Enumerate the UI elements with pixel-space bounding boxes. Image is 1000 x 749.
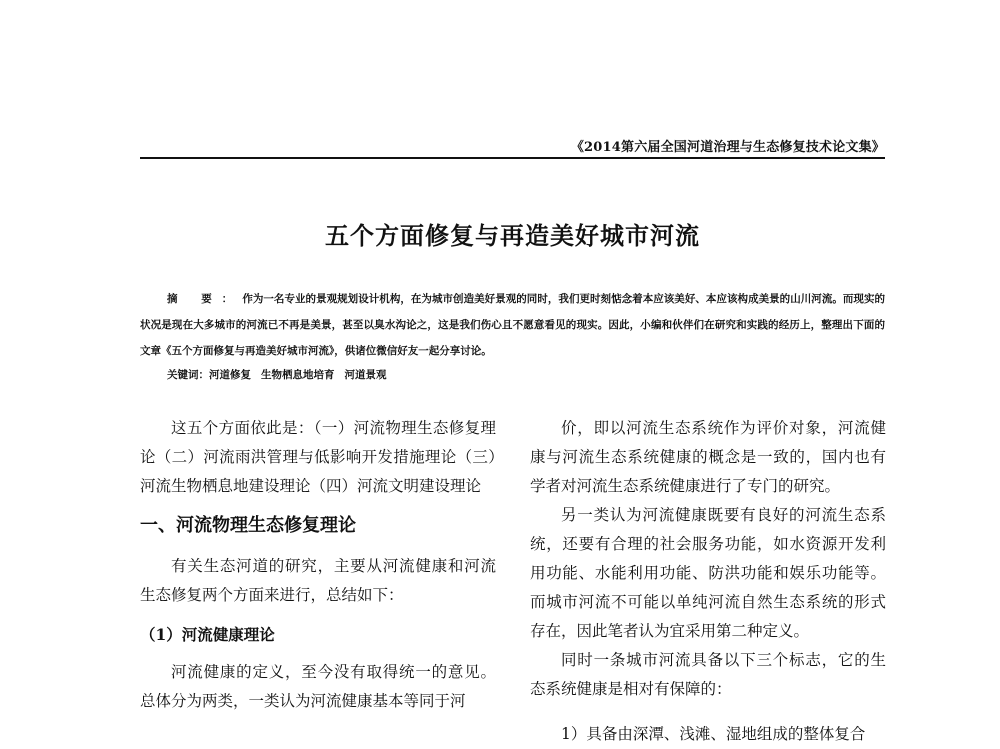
running-header: 《2014第六届全国河道治理与生态修复技术论文集》 — [570, 140, 885, 155]
right-column — [530, 414, 886, 749]
body-paragraph: 同时一条城市河流具备以下三个标志，它的生态系统健康是相对有保障的： — [530, 651, 886, 698]
section-heading: 一、河流物理生态修复理论 — [140, 515, 356, 536]
body-paragraph: 有关生态河道的研究，主要从河流健康和河流生态修复两个方面来进行，总结如下： — [140, 557, 496, 604]
body-paragraph: 价，即以河流生态系统作为评价对象，河流健康与河流生态系统健康的概念是一致的，国内也有学者对河流生态系统健康进行了专门的研究。 — [530, 419, 886, 495]
keywords — [167, 365, 867, 385]
body-paragraph: 另一类认为河流健康既要有良好的河流生态系统，还要有合理的社会服务功能，如水资源开发利用功能、水能利用功能、防洪功能和娱乐功能等。而城市河流不可能以单纯河流自然生态系统的形式存在，因此笔者认为宜采用第二种定义。 — [530, 506, 886, 640]
intro-paragraph: 这五个方面依此是：（一）河流物理生态修复理论（二）河流雨洪管理与低影响开发措施理论（三）河流生物栖息地建设理论（四）河流文明建设理论 — [140, 419, 496, 495]
paper-title: 五个方面修复与再造美好城市河流 — [325, 221, 700, 250]
header-rule — [140, 157, 885, 159]
abstract-text: 作为一名专业的景观规划设计机构，在为城市创造美好景观的同时，我们更时刻惦念着本应该美好、本应该构成美景的山川河流。而现实的状况是现在大多城市的河流已不再是美景，甚至以臭水沟论之，这是我们伤心且不愿意看见的现实。因此，小编和伙伴们在研究和实践的经历上，整理出下面的文章《五个方面修复与再造美好城市河流》，供诸位微信好友一起分享讨论。 — [140, 293, 886, 357]
list-item: 1）具备由深潭、浅滩、湿地组成的整体复合 — [561, 725, 866, 743]
keyword-item: 河道修复 — [209, 369, 251, 381]
body-paragraph: 河流健康的定义，至今没有取得统一的意见。总体分为两类，一类认为河流健康基本等同于河 — [140, 663, 496, 710]
keywords-label: 关键词： — [167, 369, 209, 381]
keyword-item: 河道景观 — [344, 369, 387, 381]
keyword-item: 生物栖息地培育 — [261, 369, 335, 381]
subsection-heading: （1）河流健康理论 — [140, 625, 275, 644]
abstract — [140, 286, 885, 364]
left-column — [140, 414, 496, 716]
abstract-label: 摘 要： — [167, 293, 243, 305]
